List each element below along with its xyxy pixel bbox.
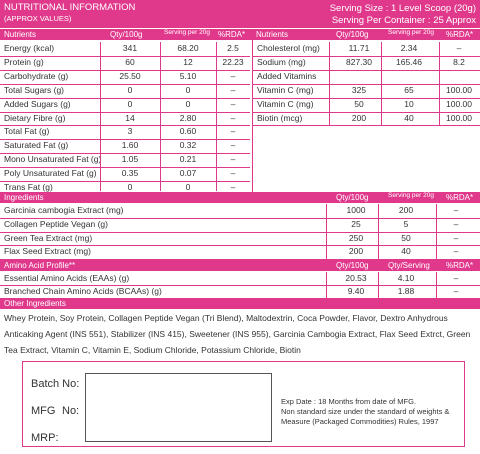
- table-row: [0, 98, 250, 110]
- col-qty-amino: Qty/100g: [336, 261, 369, 270]
- cell-qty: 50: [354, 98, 364, 109]
- batch-stamp-area: [85, 373, 272, 442]
- cell-name: Garcinia cambogia Extract (mg): [4, 205, 124, 215]
- table-row: [0, 70, 250, 82]
- table-row: [0, 153, 250, 165]
- cell-name: Poly Unsaturated Fat (g): [4, 168, 97, 179]
- cell-serving: 165.46: [396, 56, 422, 67]
- cell-qty: 0.35: [121, 168, 139, 179]
- servings-per-container: Serving Per Container : 25 Approx: [331, 15, 476, 26]
- cell-rda: –: [230, 126, 236, 137]
- cell-rda: –: [453, 286, 459, 296]
- column-divider: [100, 42, 101, 191]
- cell-name: Total Fat (g): [4, 126, 50, 137]
- column-divider: [216, 42, 217, 191]
- cell-qty: 200: [348, 246, 364, 257]
- table-row: [253, 84, 480, 96]
- cell-rda: –: [230, 70, 236, 81]
- nutrition-subtitle: (APPROX VALUES): [4, 14, 72, 23]
- cell-qty: 0: [127, 84, 133, 95]
- cell-qty: 325: [351, 84, 367, 95]
- col-rda-left: %RDA*: [218, 30, 246, 39]
- cell-qty: 827.30: [346, 56, 372, 67]
- column-divider: [378, 204, 379, 260]
- col-nutrients-right: Nutrients: [256, 30, 289, 39]
- cell-qty: 3: [127, 126, 133, 137]
- mrp-label: MRP:: [31, 432, 59, 444]
- cell-rda: –: [230, 168, 236, 179]
- cell-serving: 5.10: [179, 70, 197, 81]
- cell-name: Sodium (mg): [257, 56, 306, 67]
- amino-column-header: [0, 260, 480, 271]
- cell-rda: –: [230, 112, 236, 123]
- cell-serving: 0.32: [179, 140, 197, 151]
- table-row: [253, 98, 480, 110]
- cell-qty: 25.50: [119, 70, 141, 81]
- cell-serving: 1.88: [397, 286, 415, 296]
- table-row: [0, 245, 480, 257]
- table-row: [253, 42, 480, 54]
- other-ingredients-title: Other Ingredients: [4, 299, 66, 308]
- cell-name: Saturated Fat (g): [4, 140, 69, 151]
- column-divider: [326, 204, 327, 260]
- cell-qty: 60: [125, 56, 135, 67]
- col-qty-right: Qty/100g: [336, 30, 369, 39]
- cell-rda: 100.00: [446, 84, 472, 95]
- column-divider: [381, 42, 382, 125]
- col-serving-left: Serving per 20g: [164, 29, 210, 36]
- cell-name: Added Vitamins: [257, 70, 317, 81]
- col-qty-left: Qty/100g: [110, 30, 143, 39]
- batch-label: Batch No:: [31, 378, 80, 390]
- mfg-no-label: No:: [62, 405, 80, 417]
- cell-name: Biotin (mcg): [257, 112, 303, 123]
- cell-name: Flax Seed Extract (mg): [4, 246, 91, 257]
- cell-rda: –: [453, 273, 459, 283]
- table-row: [0, 112, 250, 124]
- cell-rda: 100.00: [446, 98, 472, 109]
- cell-qty: 1.05: [121, 154, 139, 165]
- table-row: [0, 232, 480, 244]
- cell-serving: 40: [401, 246, 411, 257]
- cell-serving: 200: [398, 205, 414, 215]
- other-ingredients-text: Whey Protein, Soy Protein, Collagen Peptide Vegan (Tri Blend), Maltodextrin, Coca Powder, Flavor, Dextro Anhydrous Anticaking Agent (INS 551), Stabilizer (INS 415), Sweetener (INS 955), Garcinia Cambogia Extract, Flax Seed Extrct, Green Tea Extract, Vitamin C, Vitamin E, Sodium Chloride, Potassium Chloride, Biotin: [4, 313, 471, 355]
- cell-qty: 341: [122, 43, 138, 53]
- standard-size-note: Non standard size under the standard of weights & Measure (Packaged Commodities) Rules, 1997: [281, 407, 450, 426]
- cell-name: Cholesterol (mg): [257, 43, 320, 53]
- cell-serving: 0: [185, 182, 191, 192]
- table-row: [0, 272, 480, 284]
- cell-rda: 22.23: [222, 56, 244, 67]
- table-row: [253, 56, 480, 68]
- nutrition-header: [0, 0, 480, 28]
- cell-name: Vitamin C (mg): [257, 98, 314, 109]
- nutrition-title: NUTRITIONAL INFORMATION: [4, 2, 136, 13]
- cell-qty: 1000: [346, 205, 366, 215]
- cell-name: Carbohydrate (g): [4, 70, 69, 81]
- cell-rda: –: [230, 140, 236, 151]
- col-serving-ingredients: Serving per 20g: [388, 192, 434, 199]
- cell-serving: 68.20: [177, 43, 199, 53]
- nutrients-column-header: [0, 29, 480, 40]
- table-row: [0, 204, 480, 216]
- cell-rda: –: [230, 154, 236, 165]
- other-ingredients-header: [0, 298, 480, 309]
- cell-qty: 20.53: [345, 273, 367, 283]
- cell-serving: 2.80: [179, 112, 197, 123]
- cell-name: Branched Chain Amino Acids (BCAAs) (g): [4, 286, 162, 296]
- cell-qty: 0: [127, 98, 133, 109]
- column-divider: [436, 272, 437, 298]
- table-row: [0, 125, 250, 137]
- table-row: [253, 70, 480, 82]
- cell-name: Collagen Peptide Vegan (g): [4, 218, 108, 229]
- cell-name: Protein (g): [4, 56, 44, 67]
- cell-serving: 0: [185, 84, 191, 95]
- cell-name: Essential Amino Acids (EAAs) (g): [4, 273, 130, 283]
- cell-serving: 10: [404, 98, 414, 109]
- cell-serving: 0.60: [179, 126, 197, 137]
- cell-rda: 100.00: [446, 112, 472, 123]
- column-divider: [439, 42, 440, 125]
- table-row: [0, 42, 250, 54]
- col-rda-right: %RDA*: [446, 30, 474, 39]
- serving-size: Serving Size : 1 Level Scoop (20g): [329, 3, 476, 14]
- cell-qty: 0: [127, 182, 133, 192]
- column-divider: [378, 272, 379, 298]
- table-row: [253, 112, 480, 124]
- col-qty-ingredients: Qty/100g: [336, 193, 369, 202]
- cell-rda: –: [230, 182, 236, 192]
- cell-serving: 0.21: [179, 154, 197, 165]
- cell-name: Dietary Fibre (g): [4, 112, 66, 123]
- cell-qty: 14: [125, 112, 135, 123]
- cell-qty: 9.40: [347, 286, 365, 296]
- cell-qty: 1.60: [121, 140, 139, 151]
- mfg-label: MFG: [31, 405, 56, 417]
- cell-name: Energy (kcal): [4, 43, 55, 53]
- column-divider: [329, 42, 330, 125]
- col-rda-amino: %RDA*: [446, 261, 474, 270]
- cell-rda: –: [453, 232, 459, 243]
- table-row: [0, 218, 480, 230]
- cell-name: Added Sugars (g): [4, 98, 71, 109]
- cell-qty: 200: [351, 112, 367, 123]
- cell-serving: 4.10: [397, 273, 415, 283]
- col-rda-ingredients: %RDA*: [446, 193, 474, 202]
- col-serving-amino: Qty/Serving: [388, 261, 430, 270]
- cell-rda: –: [453, 218, 459, 229]
- cell-serving: 12: [183, 56, 193, 67]
- table-row: [0, 285, 480, 297]
- cell-qty: 11.71: [348, 43, 370, 53]
- cell-rda: –: [230, 98, 236, 109]
- cell-rda: –: [453, 205, 459, 215]
- cell-rda: 8.2: [453, 56, 465, 67]
- table-row: [0, 56, 250, 68]
- ingredients-column-header: [0, 192, 480, 203]
- cell-serving: 50: [401, 232, 411, 243]
- cell-name: Mono Unsaturated Fat (g): [4, 154, 102, 165]
- col-nutrients-left: Nutrients: [4, 30, 37, 39]
- column-divider: [326, 272, 327, 298]
- col-ingredients: Ingredients: [4, 193, 44, 202]
- table-row: [0, 167, 250, 179]
- column-divider: [436, 204, 437, 260]
- table-row: [0, 139, 250, 151]
- cell-rda: 2.5: [227, 43, 239, 53]
- cell-name: Green Tea Extract (mg): [4, 232, 93, 243]
- col-serving-right: Serving per 20g: [388, 29, 434, 36]
- cell-serving: 0: [185, 98, 191, 109]
- column-divider: [252, 29, 253, 193]
- cell-qty: 25: [351, 218, 361, 229]
- cell-serving: 65: [404, 84, 414, 95]
- table-row: [0, 84, 250, 96]
- cell-serving: 0.07: [179, 168, 197, 179]
- column-divider: [160, 42, 161, 191]
- exp-date-note: Exp Date : 18 Months from date of MFG.: [281, 397, 417, 406]
- row-divider: [253, 125, 480, 126]
- cell-serving: 2.34: [400, 43, 418, 53]
- cell-serving: 5: [403, 218, 409, 229]
- cell-qty: 250: [348, 232, 364, 243]
- cell-serving: 40: [404, 112, 414, 123]
- cell-rda: –: [453, 246, 459, 257]
- cell-name: Total Sugars (g): [4, 84, 64, 95]
- cell-rda: –: [230, 84, 236, 95]
- col-amino: Amino Acid Profile**: [4, 261, 76, 270]
- cell-name: Trans Fat (g): [4, 182, 53, 192]
- cell-name: Vitamin C (mg): [257, 84, 314, 95]
- cell-rda: –: [456, 43, 462, 53]
